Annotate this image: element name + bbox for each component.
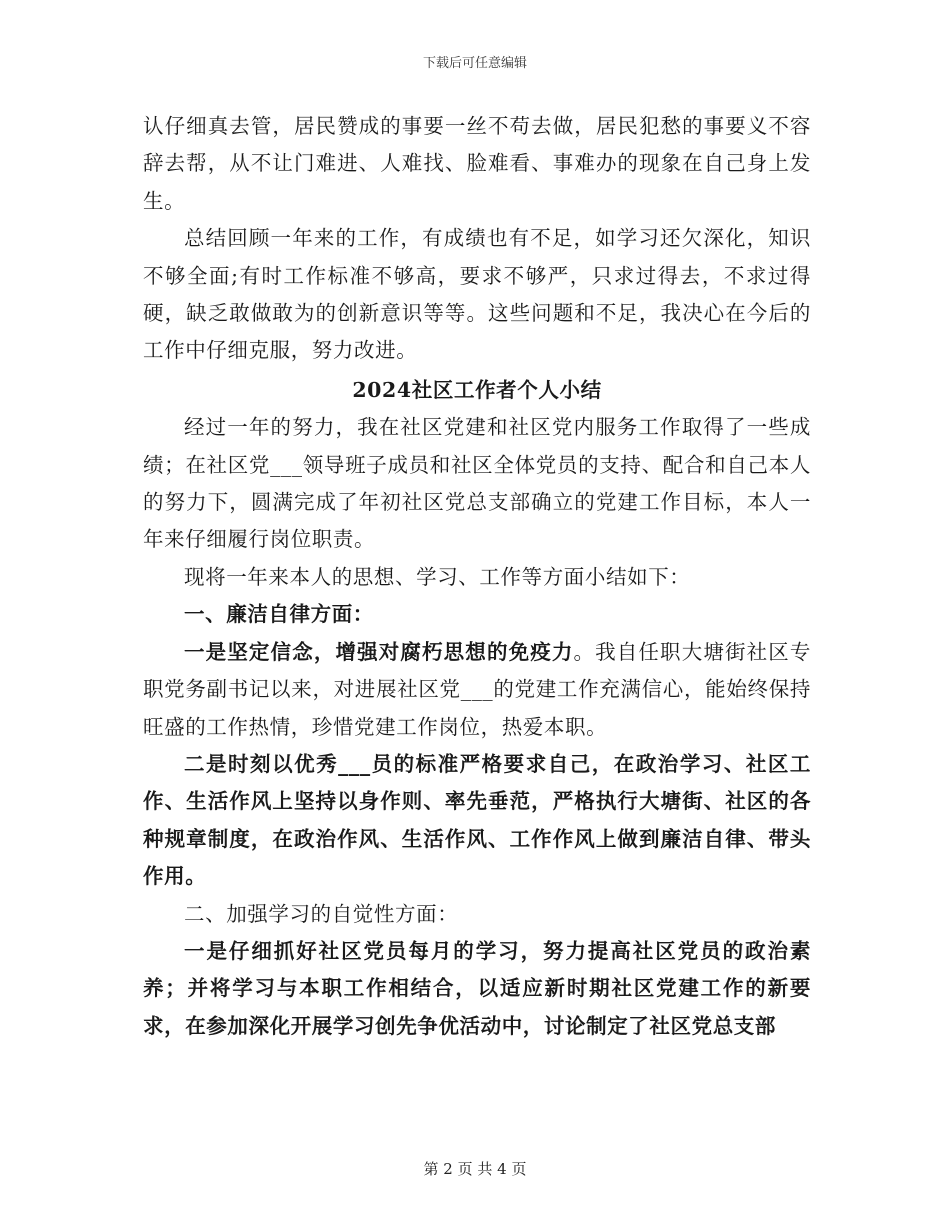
paragraph-intro: 经过一年的努力，我在社区党建和社区党内服务工作取得了一些成绩；在社区党___领导班子成员和社区全体党员的支持、配合和自己本人的努力下，圆满完成了年初社区党总支部确立的党建工作目标，本人一年来仔细履行岗位职责。 <box>143 415 811 552</box>
heading-integrity: 一、廉洁自律方面： <box>184 602 374 627</box>
paragraph-overview: 现将一年来本人的思想、学习、工作等方面小结如下： <box>184 564 691 589</box>
paragraph-continued: 认仔细真去管，居民赞成的事要一丝不苟去做，居民犯愁的事要义不容辞去帮，从不让门难进、人难找、脸难看、事难办的现象在自己身上发生。 <box>143 114 811 213</box>
header-note: 下载后可任意编辑 <box>422 56 527 71</box>
paragraph-study: 一是仔细抓好社区党员每月的学习，努力提高社区党员的政治素养；并将学习与本职工作相结合，以适应新时期社区党建工作的新要求，在参加深化开展学习创先争优活动中，讨论制定了社区党总支部 <box>143 938 811 1038</box>
paragraph-standard: 二是时刻以优秀___员的标准严格要求自己，在政治学习、社区工作、生活作风上坚持以身作则、率先垂范，严格执行大塘街、社区的各种规章制度，在政治作风、生活作风、工作作风上做到廉洁自律、带头作用。 <box>143 751 811 889</box>
paragraph-belief-lead: 一是坚定信念，增强对腐朽思想的免疫力 <box>184 639 574 664</box>
document-body <box>143 108 811 1045</box>
page-number: 第 2 页 共 4 页 <box>423 1160 527 1178</box>
paragraph-belief-rest: 。我自任职大塘街社区专职党务副书记以来，对进展社区党___的党建工作充满信心，能始终保持旺盛的工作热情，珍惜党建工作岗位，热爱本职。 <box>143 639 811 739</box>
heading-study: 二、加强学习的自觉性方面： <box>184 901 459 926</box>
paragraph-belief <box>143 634 811 746</box>
paragraph-summary: 总结回顾一年来的工作，有成绩也有不足，如学习还欠深化，知识不够全面;有时工作标准不够高，要求不够严，只求过得去，不求过得硬，缺乏敢做敢为的创新意识等等。这些问题和不足，我决心在今后的工作中仔细克服，努力改进。 <box>143 226 811 363</box>
section-title: 2024社区工作者个人小结 <box>352 377 602 402</box>
